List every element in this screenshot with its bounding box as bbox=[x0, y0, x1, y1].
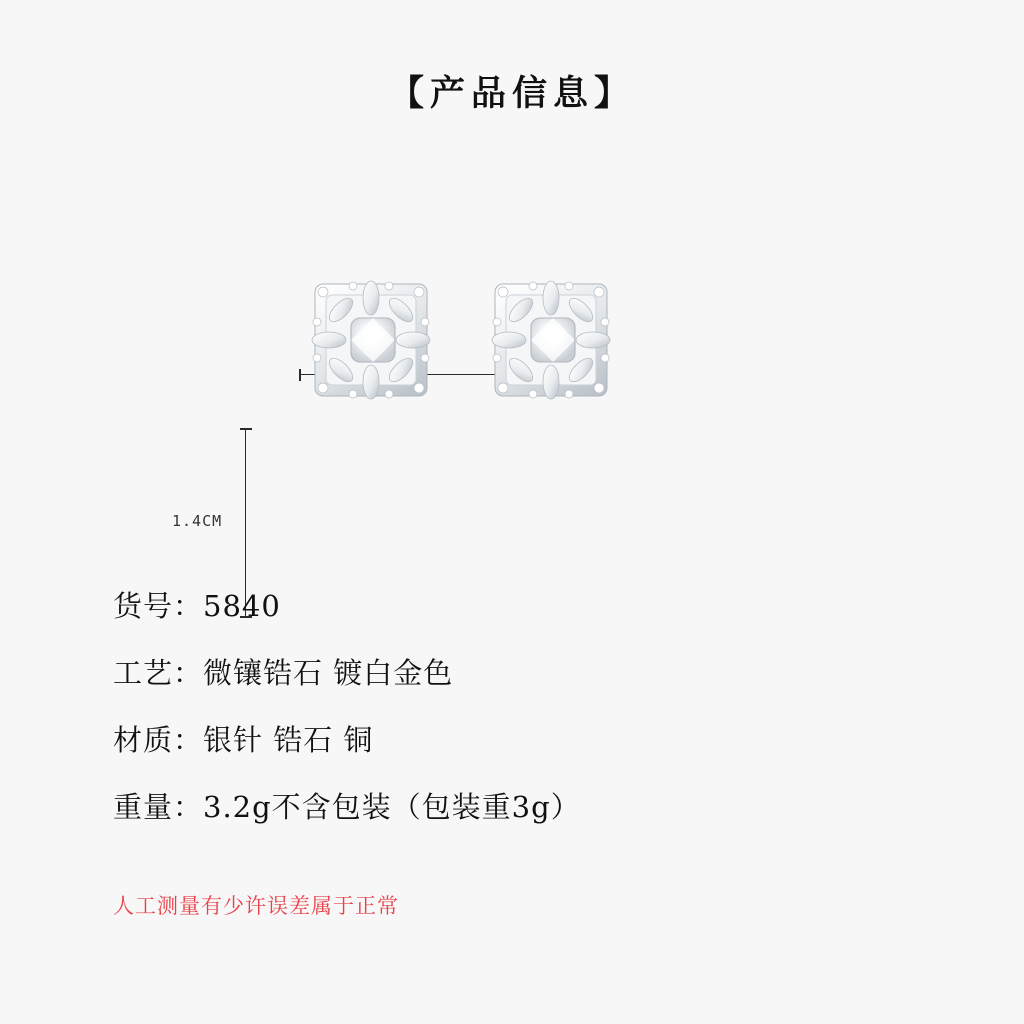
spec-item-material: 材质：银针 锆石 铜 bbox=[113, 723, 374, 757]
product-spec-list bbox=[113, 589, 913, 860]
page-title: 【产品信息】 bbox=[388, 74, 635, 114]
spec-item-weight: 重量：3.2g不含包装（包装重3g） bbox=[113, 790, 581, 824]
measurement-disclaimer: 人工测量有少许误差属于正常 bbox=[113, 894, 399, 918]
earring-left-icon bbox=[295, 262, 455, 432]
height-measurement-label: 1.4CM bbox=[172, 512, 223, 530]
earring-right-icon bbox=[475, 262, 635, 432]
spec-item-craft: 工艺：微镶锆石 镀白金色 bbox=[113, 656, 454, 690]
product-image bbox=[285, 262, 645, 462]
height-dimension-cap-top bbox=[240, 428, 252, 430]
spec-item-sku: 货号：5840 bbox=[113, 589, 281, 623]
